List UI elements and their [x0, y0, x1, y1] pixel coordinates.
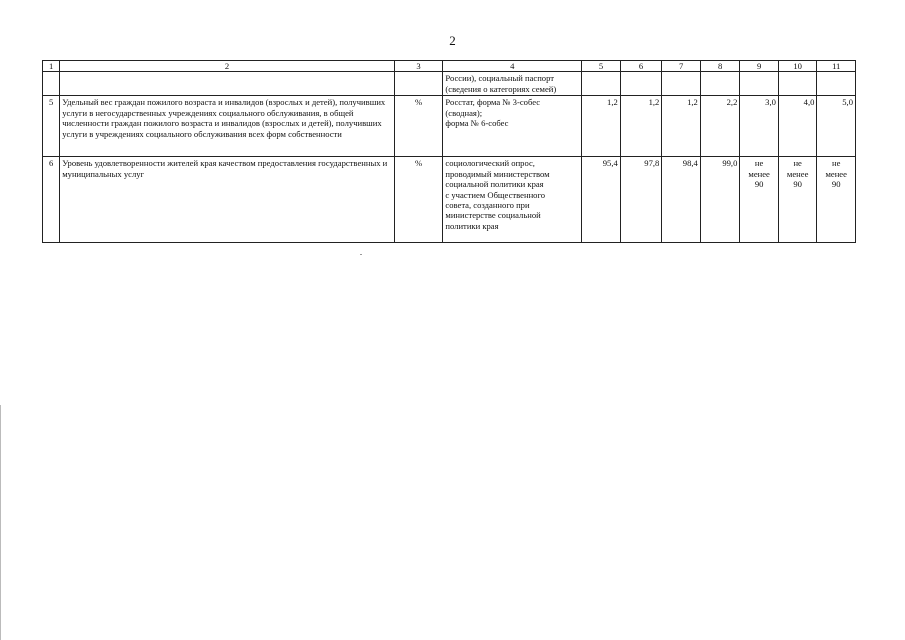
value-cell	[620, 72, 662, 96]
column-header: 2	[60, 61, 395, 72]
column-header: 6	[620, 61, 662, 72]
table-row	[43, 157, 856, 243]
column-header: 11	[817, 61, 856, 72]
scan-edge-line	[0, 405, 1, 640]
source-line: социологический опрос,	[445, 158, 535, 169]
value-line: менее	[786, 168, 809, 179]
source-line: с участием Общественного	[445, 189, 546, 200]
value-cell	[582, 72, 621, 96]
scan-dot	[360, 254, 362, 255]
indicator-cell: Удельный вес граждан пожилого возраста и инвалидов (взрослых и детей), получивших услуги в негосударственных учреждениях социального обслуживания, в общей численности граждан пожилого возраста и инвалидов (взрослых и детей), получивших услуги в учреждениях социального обслуживания всех форм собственности	[60, 96, 395, 157]
source-line: проводимый министерством	[445, 168, 550, 179]
value-cell: 1,2	[662, 96, 701, 157]
value-cell	[662, 72, 701, 96]
value-line: менее	[748, 168, 770, 179]
source-line: министерстве социальной	[445, 210, 541, 221]
column-header: 3	[394, 61, 443, 72]
value-line: не	[793, 158, 802, 169]
source-line: Росстат, форма № 3-собес	[445, 97, 541, 108]
page-number: 2	[449, 33, 456, 48]
row-number-cell: 5	[43, 96, 60, 157]
column-header: 8	[700, 61, 740, 72]
column-number-row	[43, 61, 856, 72]
indicator-cell: Уровень удовлетворенности жителей края качеством предоставления государственных и муниципальных услуг	[60, 157, 395, 243]
column-header: 7	[662, 61, 701, 72]
column-header: 5	[582, 61, 621, 72]
column-header: 10	[778, 61, 817, 72]
value-cell	[740, 72, 779, 96]
source-cell	[443, 157, 582, 243]
value-cell: 3,0	[740, 96, 779, 157]
column-header: 4	[443, 61, 582, 72]
unit-cell: %	[394, 96, 443, 157]
value-line: менее	[825, 168, 847, 179]
unit-cell: %	[394, 157, 443, 243]
value-cell: 97,8	[620, 157, 662, 243]
continuation-row	[43, 72, 856, 96]
indicator-cell	[60, 72, 395, 96]
value-cell: 95,4	[582, 157, 621, 243]
column-header: 1	[43, 61, 60, 72]
value-cell: 2,2	[700, 96, 740, 157]
value-cell	[740, 157, 779, 243]
source-cell	[443, 96, 582, 157]
value-cell: 98,4	[662, 157, 701, 243]
value-cell	[778, 72, 817, 96]
row-number-cell: 6	[43, 157, 60, 243]
table-row	[43, 96, 856, 157]
source-line: социальной политики края	[445, 179, 544, 190]
value-cell: 1,2	[620, 96, 662, 157]
row-number-cell	[43, 72, 60, 96]
value-line: 90	[793, 179, 802, 190]
value-cell	[817, 157, 856, 243]
value-cell: 4,0	[778, 96, 817, 157]
value-cell	[817, 72, 856, 96]
value-line: не	[754, 158, 764, 169]
value-cell: 5,0	[817, 96, 856, 157]
value-cell	[700, 72, 740, 96]
source-cell	[443, 72, 582, 96]
value-cell	[778, 157, 817, 243]
source-line: России), социальный паспорт	[445, 73, 555, 84]
unit-cell	[394, 72, 443, 96]
value-line: не	[831, 158, 841, 169]
value-cell: 1,2	[582, 96, 621, 157]
source-line: политики края	[445, 220, 499, 231]
source-line: (сводная);	[445, 107, 483, 118]
source-line: форма № 6-собес	[445, 118, 509, 129]
column-header: 9	[740, 61, 779, 72]
value-cell: 99,0	[700, 157, 740, 243]
indicator-table	[42, 60, 856, 243]
source-line: совета, созданного при	[445, 200, 530, 211]
value-line: 90	[754, 179, 764, 190]
source-line: (сведения о категориях семей)	[445, 83, 557, 94]
value-line: 90	[831, 179, 841, 190]
